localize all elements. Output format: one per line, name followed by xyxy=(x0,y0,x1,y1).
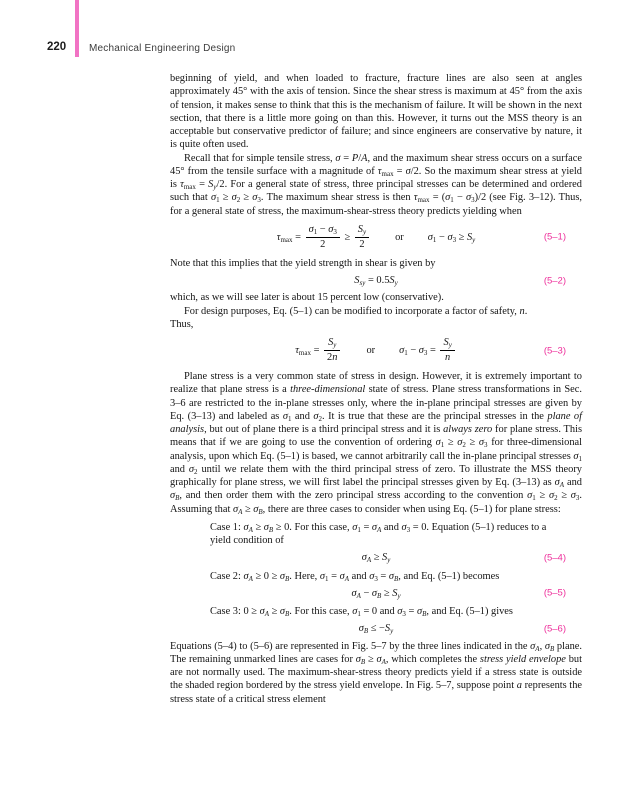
equation-body xyxy=(295,337,457,364)
equation-body xyxy=(351,587,400,600)
fraction-denominator: 2 xyxy=(306,237,340,251)
equation-number: (5–4) xyxy=(543,552,566,564)
equation xyxy=(170,551,582,564)
paragraph: Plane stress is a very common state of stress in design. However, it is extremely important to realize that plane stress is a three-dimensional state of stress. Plane stress transformations in Sec. 3–6 are restricted to the in-plane stresses only, where the in-plane principal stresses are given by Eq. (3–13) and labeled as $\sigma_1$ and $\sigma_2$. It is true that these are the principal stresses in the plane of analysis, but out of plane there is a third principal stress and it is always zero for plane stress. This means that if we are going to use the convention of ordering $\sigma_1 \ge \sigma_2 \ge \sigma_3$ for three-dimensional analysis, upon which Eq. (5–1) is based, we cannot arbitrarily call the in-plane principal stresses $\sigma_1$ and $\sigma_2$ until we relate them with the third principal stress of zero. To illustrate the MSS theory graphically for plane stress, we will first label the principal stresses given by Eq. (3–13) as $\sigma_A$ and $\sigma_B$, and then order them with the zero principal stress according to the convention $\sigma_1 \ge \sigma_2 \ge \sigma_3$. Assuming that $\sigma_A \ge \sigma_B$, there are three cases to consider when using Eq. (5–1) for plane stress: xyxy=(170,371,583,516)
equation xyxy=(170,622,582,635)
equation-run: $S_{sy} = 0.5S_y$ xyxy=(354,275,398,287)
fraction-denominator: n xyxy=(440,350,454,364)
fraction xyxy=(306,224,340,251)
equation-run: $\tau_{max}$ = xyxy=(295,344,323,357)
fraction xyxy=(440,337,454,364)
equation-run: $\tau_{max}$ = xyxy=(276,231,304,244)
paragraph: beginning of yield, and when loaded to fracture, fracture lines are also seen at angles approximately 45° with the axis of tension. Since the shear stress is maximum at 45° from the axis of tension, it makes sense to think that this is the mechanism of failure. It will be shown in the next section, that there is a little more going on than this. However, it turns out the MSS theory is an acceptable but conservative predictor of failure; and since engineers are conservative by nature, it is quite often used. xyxy=(170,73,582,151)
paragraph: Thus, xyxy=(170,318,194,330)
page-number: 220 xyxy=(47,41,67,53)
fraction-numerator: $\sigma_1 - \sigma_3$ xyxy=(308,223,337,236)
equation-run: $\sigma_A - \sigma_B \ge S_y$ xyxy=(351,587,401,600)
equation xyxy=(170,274,582,287)
equation-number: (5–6) xyxy=(543,623,566,635)
case-paragraph: Case 1: $\sigma_A \ge \sigma_B \ge 0$. For this case, $\sigma_1 = \sigma_A$ and $\sigma_3 = 0$. Equation (5–1) reduces to a yield condition of xyxy=(210,521,547,546)
paragraph: Equations (5–4) to (5–6) are represented in Fig. 5–7 by the three lines indicated in the $\sigma_A$, $\sigma_B$ plane. The remaining unmarked lines are cases for $\sigma_B \ge \sigma_A$, which completes the stress yield envelope but are not normally used. The maximum-shear-stress theory predicts yield if a stress state is outside the shaded region bordered by the stress yield envelope. In Fig. 5–7, suppose point a represents the stress state of a critical stress element xyxy=(170,640,583,705)
paragraph: For design purposes, Eq. (5–1) can be modified to incorporate a factor of safety, n. xyxy=(184,305,528,317)
fraction xyxy=(324,337,340,364)
fraction-denominator: 2 xyxy=(355,237,369,251)
paragraph: Recall that for simple tensile stress, σ = P/A, and the maximum shear stress occurs on a surface 45° from the tensile surface with a magnitude of $\tau_{max} = \sigma/2$. So the maximum shear stress at yield is $\tau_{max} = S_y/2$. For a general state of stress, three principal stresses can be determined and ordered such that $\sigma_1 \ge \sigma_2 \ge \sigma_3$. The maximum shear stress is then $\tau_{max} = (\sigma_1 - \sigma_3)/2$ (see Fig. 3–12). Thus, for a general state of stress, the maximum-shear-stress theory predicts yielding when xyxy=(170,152,583,217)
equation-number: (5–5) xyxy=(543,587,566,599)
equation-body xyxy=(277,224,476,251)
equation-body xyxy=(359,622,393,635)
equation xyxy=(170,224,582,251)
equation xyxy=(170,337,582,364)
equation-run: or xyxy=(395,231,404,243)
equation-run: $\sigma_1 - \sigma_3$ = xyxy=(399,344,439,357)
case-paragraph: Case 3: $0 \ge \sigma_A \ge \sigma_B$. For this case, $\sigma_1 = 0$ and $\sigma_3 = \sigma_B$, and Eq. (5–1) gives xyxy=(210,606,513,618)
equation xyxy=(170,587,582,600)
equation-run: ≥ xyxy=(341,231,353,243)
paragraph: Note that this implies that the yield strength in shear is given by xyxy=(170,257,436,269)
fraction xyxy=(355,224,369,251)
accent-bar xyxy=(75,0,79,57)
equation-run: $\sigma_A \ge S_y$ xyxy=(361,552,391,565)
equation-run: or xyxy=(366,344,376,356)
equation-run: $\sigma_1 - \sigma_3 \ge S_y$ xyxy=(427,231,476,244)
fraction-numerator: $S_y$ xyxy=(443,337,452,349)
equation-number: (5–2) xyxy=(543,275,566,286)
body-column xyxy=(170,72,582,706)
fraction-numerator: $S_y$ xyxy=(328,337,337,349)
fraction-numerator: $S_y$ xyxy=(357,223,367,236)
equation-number: (5–3) xyxy=(543,344,566,356)
equation-body xyxy=(354,274,397,287)
equation-body xyxy=(362,551,391,564)
equation-run: $\sigma_B \le -S_y$ xyxy=(358,623,394,636)
fraction-denominator: 2n xyxy=(324,350,340,364)
case-paragraph: Case 2: $\sigma_A \ge 0 \ge \sigma_B$. Here, $\sigma_1 = \sigma_A$ and $\sigma_3 = \sigma_B$, and Eq. (5–1) becomes xyxy=(210,570,500,583)
header-title: Mechanical Engineering Design xyxy=(89,43,236,54)
equation-number: (5–1) xyxy=(543,231,566,243)
paragraph: which, as we will see later is about 15 percent low (conservative). xyxy=(170,292,444,304)
